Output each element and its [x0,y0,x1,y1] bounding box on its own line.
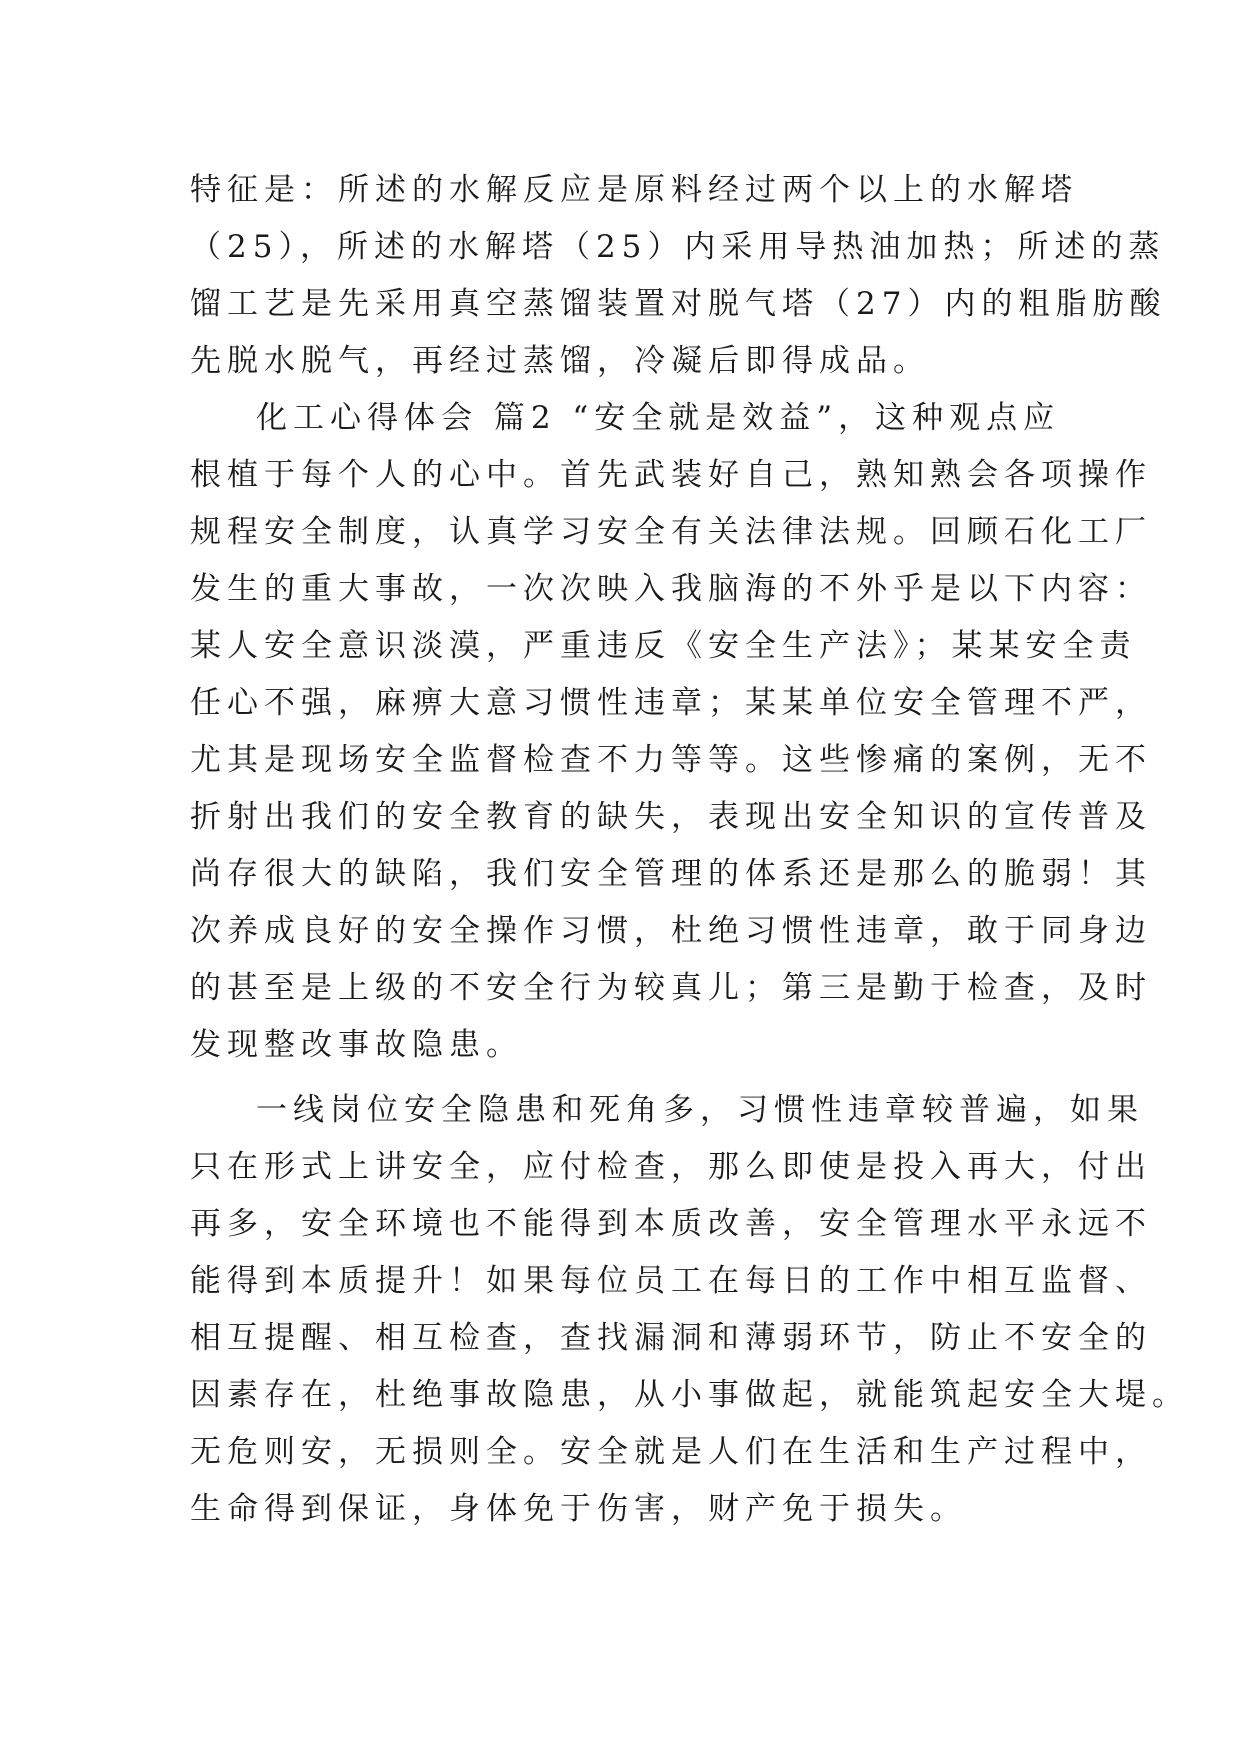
text-line: 尚存很大的缺陷，我们安全管理的体系还是那么的脆弱！其 [190,856,1152,892]
text-line: 生命得到保证，身体免于伤害，财产免于损失。 [190,1491,967,1527]
text-line: 折射出我们的安全教育的缺失，表现出安全知识的宣传普及 [190,799,1152,835]
paragraph-2 [190,390,1152,1074]
text-line: 特征是：所述的水解反应是原料经过两个以上的水解塔 [190,172,1078,208]
text-line: 某人安全意识淡漠，严重违反《安全生产法》；某某安全责 [190,628,1137,664]
text-line: 一线岗位安全隐患和死角多，习惯性违章较普遍，如果 [256,1092,1144,1128]
text-line: 只在形式上讲安全，应付检查，那么即使是投入再大，付出 [190,1149,1152,1185]
text-line: 无危则安，无损则全。安全就是人们在生活和生产过程中， [190,1434,1152,1470]
document-body [190,162,1189,1538]
text-line: 任心不强，麻痹大意习惯性违章；某某单位安全管理不严， [190,685,1152,721]
text-line: 化工心得体会 篇2 “安全就是效益”，这种观点应 [256,400,1061,436]
text-line: 馏工艺是先采用真空蒸馏装置对脱气塔（27）内的粗脂肪酸 [190,286,1167,322]
text-line: 能得到本质提升！如果每位员工在每日的工作中相互监督、 [190,1263,1152,1299]
text-line: （25），所述的水解塔（25）内采用导热油加热；所述的蒸 [190,229,1166,265]
text-line: 再多，安全环境也不能得到本质改善，安全管理水平永远不 [190,1206,1152,1242]
paragraph-3 [190,1082,1189,1538]
text-line: 的甚至是上级的不安全行为较真儿；第三是勤于检查，及时 [190,970,1152,1006]
text-line: 规程安全制度，认真学习安全有关法律法规。回顾石化工厂 [190,514,1152,550]
text-line: 发生的重大事故，一次次映入我脑海的不外乎是以下内容： [190,571,1152,607]
paragraph-1 [190,162,1167,390]
text-line: 发现整改事故隐患。 [190,1027,523,1063]
text-line: 次养成良好的安全操作习惯，杜绝习惯性违章，敢于同身边 [190,913,1152,949]
text-line: 根植于每个人的心中。首先武装好自己，熟知熟会各项操作 [190,457,1152,493]
text-line: 相互提醒、相互检查，查找漏洞和薄弱环节，防止不安全的 [190,1320,1152,1356]
text-line: 尤其是现场安全监督检查不力等等。这些惨痛的案例，无不 [190,742,1152,778]
text-line: 先脱水脱气，再经过蒸馏，冷凝后即得成品。 [190,343,930,379]
text-line: 因素存在，杜绝事故隐患，从小事做起，就能筑起安全大堤。 [190,1377,1189,1413]
